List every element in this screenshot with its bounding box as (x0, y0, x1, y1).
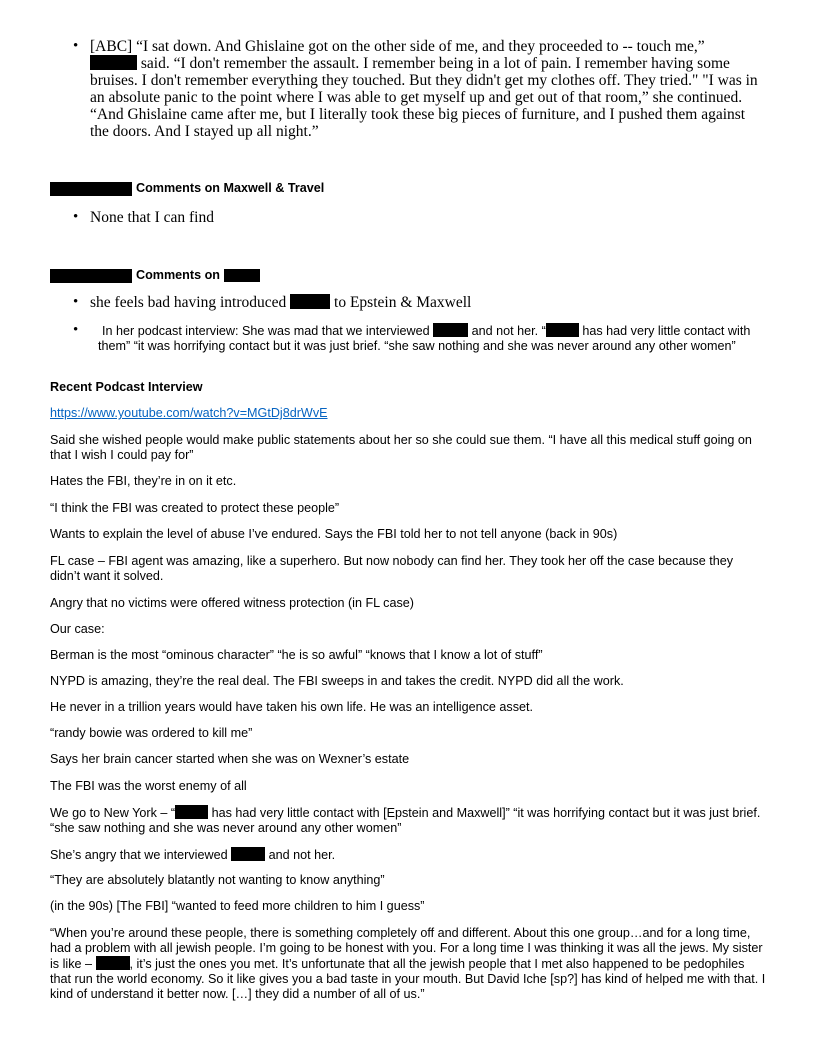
note-line (50, 805, 766, 836)
section-heading-text: Comments on Maxwell & Travel (136, 181, 325, 195)
bullet-marker: • (73, 209, 79, 225)
bullet-marker: • (73, 322, 79, 338)
note-line: “I think the FBI was created to protect these people” (50, 501, 340, 515)
note-line: Angry that no victims were offered witness protection (in FL case) (50, 596, 414, 610)
list-item: None that I can find (90, 209, 214, 226)
list-item-text: has had very little contact with them” “it was horrifying contact but it was just brief. “she saw nothing and she was never around any other women” (98, 324, 751, 353)
bullet-marker: • (73, 294, 79, 310)
note-line: NYPD is amazing, they’re the real deal. The FBI sweeps in and takes the credit. NYPD did all the work. (50, 674, 624, 688)
note-line: FL case – FBI agent was amazing, like a superhero. But now nobody can find her. They took her off the case because they didn’t want it solved. (50, 554, 734, 583)
redaction-box (96, 956, 130, 970)
note-line: Hates the FBI, they’re in on it etc. (50, 474, 237, 488)
list-item-text: to Epstein & Maxwell (330, 294, 472, 311)
note-line (50, 926, 766, 1002)
podcast-link-wrap (50, 406, 766, 421)
note-line: Says her brain cancer started when she was on Wexner’s estate (50, 752, 410, 766)
note-line (50, 847, 766, 863)
redaction-box (175, 805, 208, 819)
note-line: Wants to explain the level of abuse I’ve endured. Says the FBI told her to not tell anyone (back in 90s) (50, 527, 618, 541)
note-line: He never in a trillion years would have taken his own life. He was an intelligence asset. (50, 700, 534, 714)
list-item (90, 294, 766, 311)
redaction-box (50, 182, 132, 196)
list-item-text: and not her. “ (468, 324, 546, 338)
note-text: and not her. (265, 848, 336, 862)
bullet-marker: • (73, 38, 79, 54)
section-heading-comments-on (50, 268, 260, 283)
note-line: (in the 90s) [The FBI] “wanted to feed more children to him I guess” (50, 899, 425, 913)
list-item-text: she feels bad having introduced (90, 294, 287, 311)
podcast-heading: Recent Podcast Interview (50, 380, 203, 394)
redaction-box (290, 294, 330, 309)
note-line: Said she wished people would make public statements about her so she could sue them. “I have all this medical stuff going on that I wish I could pay for” (50, 433, 752, 462)
redaction-box (433, 323, 468, 337)
redaction-box (224, 269, 260, 282)
note-line: Our case: (50, 622, 105, 636)
note-text: We go to New York – “ (50, 806, 176, 820)
note-line: Berman is the most “ominous character” “he is so awful” “knows that I know a lot of stuff” (50, 648, 543, 662)
quote-text-part1: “I sat down. And Ghislaine got on the other side of me, and they proceeded to -- touch me,” (132, 38, 705, 55)
source-tag: [ABC] (90, 38, 133, 55)
note-text: has had very little contact with [Epstein and Maxwell]” “it was horrifying contact but it was just brief. “she saw nothing and she was never around any other women” (50, 806, 761, 835)
note-text: “When you’re around these people, there is something completely off and different. About this one group…and for a long time, had a problem with all jewish people. I’m going to be honest with you. For a long time I was thinking it was all the jews. My sister is like – (50, 926, 763, 971)
section-heading-maxwell-travel (50, 181, 324, 196)
note-line: The FBI was the worst enemy of all (50, 779, 247, 793)
list-item (98, 323, 766, 354)
note-text: She’s angry that we interviewed (50, 848, 228, 862)
redaction-box (90, 55, 137, 70)
note-line: “randy bowie was ordered to kill me” (50, 726, 253, 740)
note-line: “They are absolutely blatantly not wanting to know anything” (50, 873, 385, 887)
podcast-link[interactable]: https://www.youtube.com/watch?v=MGtDj8drWvE (50, 406, 328, 420)
quote-text-part2: said. “I don't remember the assault. I remember being in a lot of pain. I remember having some bruises. I don't remember everything they touched. But they didn't get my clothes off. They tried." "I was in an absolute panic to the point where I was able to get myself up and get out of that room,” she continued. “And Ghislaine came after me, but I literally took these big pieces of furniture, and I pushed them against the doors. And I stayed up all night.” (90, 55, 758, 140)
section-heading-text: Comments on (136, 268, 220, 282)
redaction-box (231, 847, 265, 861)
list-item-text: In her podcast interview: She was mad that we interviewed (102, 324, 430, 338)
note-text: , it’s just the ones you met. It’s unfortunate that all the jewish people that I met also happened to be pedophiles that run the world economy. So it like gives you a bad taste in your mouth. But David Iche [sp?] has kind of helped me with that. I kind of understand it better now. […] they did a number of all of us.” (50, 957, 766, 1001)
redaction-box (50, 269, 132, 283)
redaction-box (546, 323, 579, 337)
quote-paragraph (90, 38, 766, 140)
